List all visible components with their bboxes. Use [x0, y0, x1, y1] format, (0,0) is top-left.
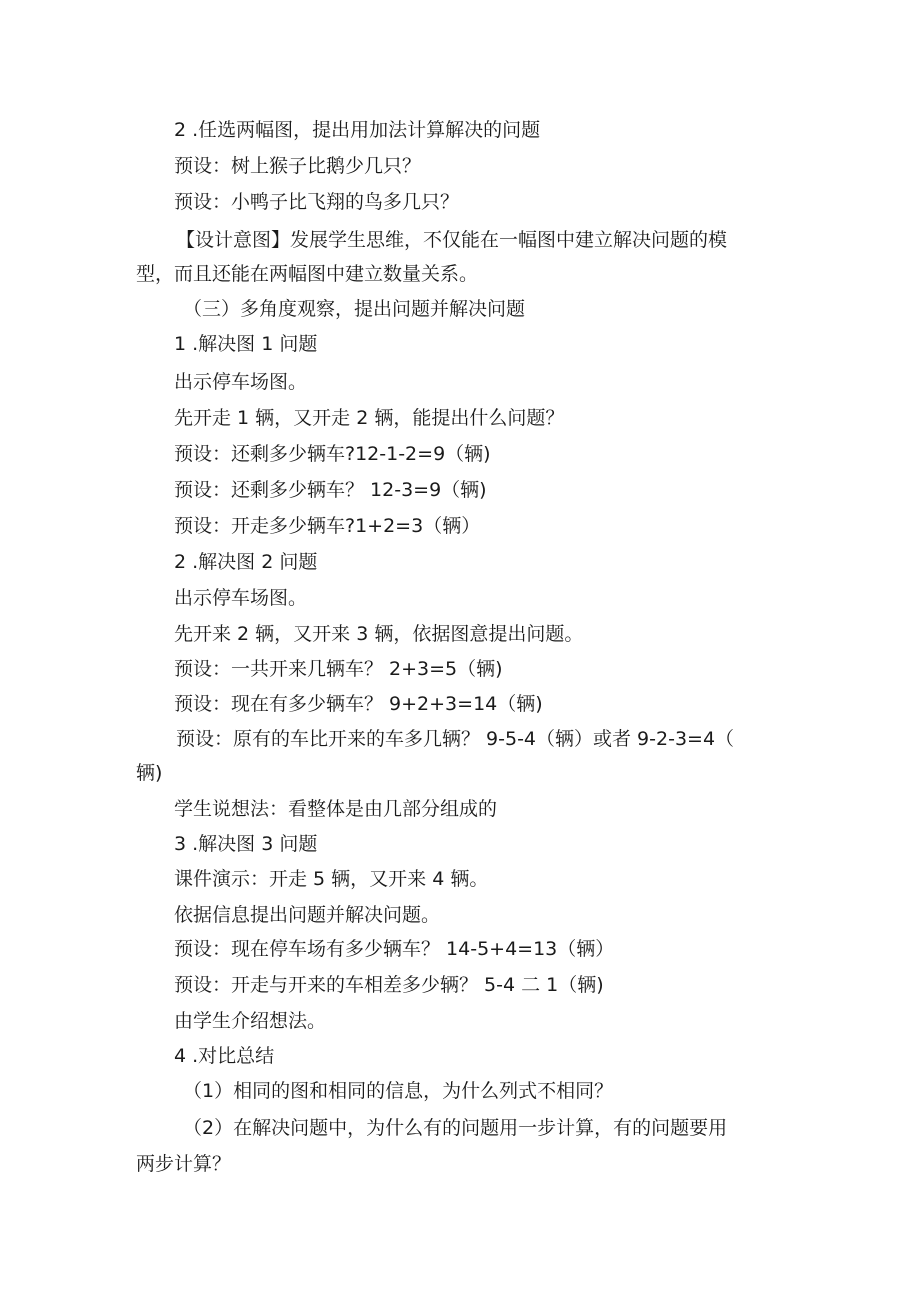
- text-line: 由学生介绍想法。: [174, 1010, 327, 1032]
- text-line: 3 .解决图 3 问题: [174, 833, 318, 855]
- text-line: 预设：现在停车场有多少辆车？ 14-5+4=13（辆）: [174, 938, 615, 960]
- text-line: （1）相同的图和相同的信息，为什么列式不相同？: [183, 1080, 614, 1102]
- text-line: 预设：原有的车比开来的车多几辆？ 9-5-4（辆）或者 9-2-3=4（: [176, 728, 735, 750]
- text-line: 预设：小鸭子比飞翔的鸟多几只？: [174, 191, 460, 213]
- text-line: 先开来 2 辆，又开来 3 辆，依据图意提出问题。: [174, 623, 584, 645]
- text-line: 出示停车场图。: [174, 371, 308, 393]
- text-line: 课件演示：开走 5 辆，又开来 4 辆。: [174, 868, 489, 890]
- text-line: 预设：还剩多少辆车?12-1-2=9（辆): [174, 443, 491, 465]
- text-line: 预设：一共开来几辆车？ 2+3=5（辆): [174, 658, 503, 680]
- text-line: 学生说想法：看整体是由几部分组成的: [174, 798, 498, 820]
- text-line: 型，而且还能在两幅图中建立数量关系。: [136, 263, 479, 285]
- text-line: 两步计算？: [136, 1153, 232, 1175]
- text-line: 预设：开走与开来的车相差多少辆？ 5-4 二 1（辆): [174, 974, 604, 996]
- text-line: 预设：树上猴子比鹅少几只？: [174, 155, 422, 177]
- text-line: 出示停车场图。: [174, 587, 308, 609]
- text-line: 【设计意图】发展学生思维，不仅能在一幅图中建立解决问题的模: [176, 229, 728, 251]
- text-line: 辆): [136, 762, 163, 784]
- text-line: 1 .解决图 1 问题: [174, 333, 318, 355]
- text-line: 预设：开走多少辆车?1+2=3（辆）: [174, 515, 481, 537]
- text-line: 预设：现在有多少辆车？ 9+2+3=14（辆): [174, 693, 543, 715]
- text-line: 依据信息提出问题并解决问题。: [174, 904, 441, 926]
- text-line: 2 .解决图 2 问题: [174, 551, 318, 573]
- text-line: 先开走 1 辆，又开走 2 辆，能提出什么问题？: [174, 407, 565, 429]
- text-line: 2 .任选两幅图，提出用加法计算解决的问题: [174, 119, 541, 141]
- section-heading: （三）多角度观察，提出问题并解决问题: [183, 298, 526, 320]
- text-line: （2）在解决问题中，为什么有的问题用一步计算，有的问题要用: [183, 1117, 728, 1139]
- text-line: 预设：还剩多少辆车？ 12-3=9（辆): [174, 479, 487, 501]
- text-line: 4 .对比总结: [174, 1045, 275, 1067]
